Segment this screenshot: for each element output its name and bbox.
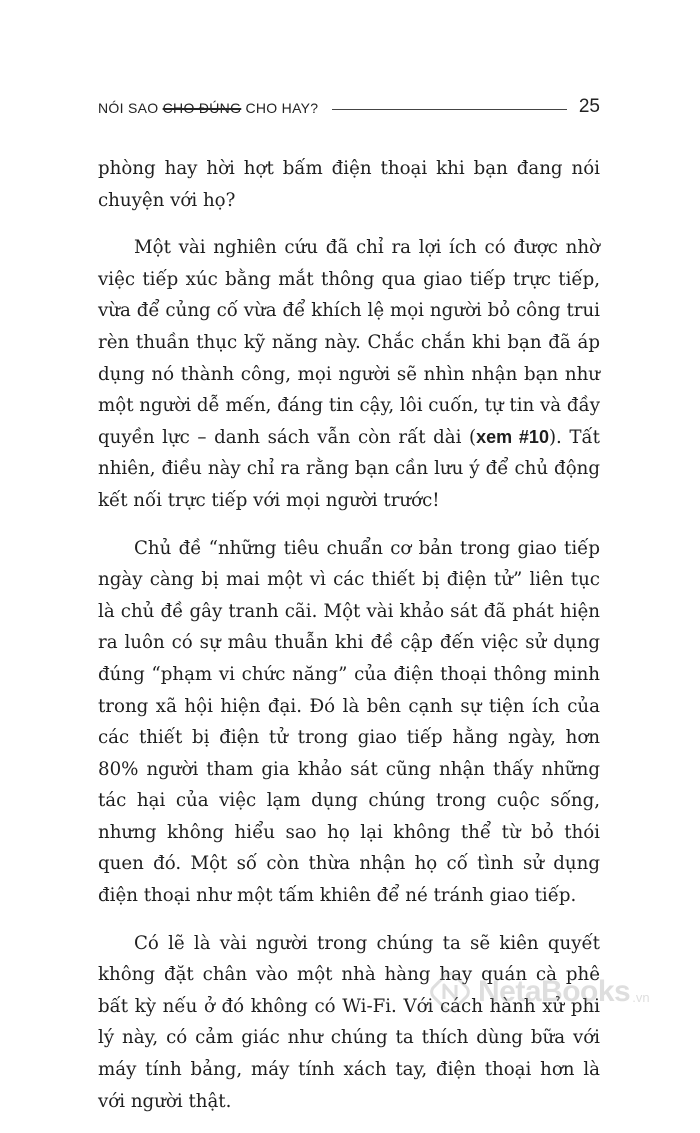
watermark-tld: .vn	[632, 990, 650, 1005]
header-title	[98, 100, 318, 116]
paragraph-2-tail: ). Tất nhiên, điều này chỉ ra rằng bạn cần lưu ý để chủ động kết nối trực tiếp với mọi người trước!	[98, 426, 600, 511]
paragraph-2	[98, 232, 600, 516]
watermark	[430, 970, 650, 1014]
paragraph-3: Chủ đề “những tiêu chuẩn cơ bản trong giao tiếp ngày càng bị mai một vì các thiết bị điện tử” liên tục là chủ đề gây tranh cãi. Một vài khảo sát đã phát hiện ra luôn có sự mâu thuẫn khi đề cập đến việc sử dụng đúng “phạm vi chức năng” của điện thoại thông minh trong xã hội hiện đại. Đó là bên cạnh sự tiện ích của các thiết bị điện tử trong giao tiếp hằng ngày, hơn 80% người tham gia khảo sát cũng nhận thấy những tác hại của việc lạm dụng chúng trong cuộc sống, nhưng không hiểu sao họ lại không thể từ bỏ thói quen đó. Một số còn thừa nhận họ cố tình sử dụng điện thoại như một tấm khiên để né tránh giao tiếp.	[98, 537, 600, 907]
paragraph-2-text: Một vài nghiên cứu đã chỉ ra lợi ích có được nhờ việc tiếp xúc bằng mắt thông qua giao tiếp trực tiếp, vừa để củng cố vừa để khích lệ mọi người bỏ công trui rèn thuần thục kỹ năng này. Chắc chắn khi bạn đã áp dụng nó thành công, mọi người sẽ nhìn nhận bạn như một người dễ mến, đáng tin cậy, lôi cuốn, tự tin và đầy quyền lực – danh sách vẫn còn rất dài (	[98, 237, 600, 448]
running-header	[98, 88, 600, 116]
page-number: 25	[578, 96, 600, 117]
header-rule	[332, 109, 566, 110]
paragraph-1: phòng hay hời hợt bấm điện thoại khi bạn đang nói chuyện với họ?	[98, 158, 600, 211]
header-title-struck: CHO ĐÚNG	[162, 100, 242, 116]
netabooks-logo-icon	[430, 972, 470, 1012]
watermark-brand: NetaBooks	[478, 975, 631, 1008]
cross-reference: xem #10	[476, 426, 549, 447]
header-title-after: CHO HAY?	[241, 100, 319, 116]
paragraph-4: Có lẽ là vài người trong chúng ta sẽ kiên quyết không đặt chân vào một nhà hàng hay quán cà phê bất kỳ nếu ở đó không có Wi-Fi. Với cách hành xử phi lý này, có cảm giác như chúng ta thích dùng bữa với máy tính bảng, máy tính xách tay, điện thoại hơn là với người thật.	[98, 932, 600, 1112]
header-title-before: NÓI SAO	[98, 100, 163, 116]
